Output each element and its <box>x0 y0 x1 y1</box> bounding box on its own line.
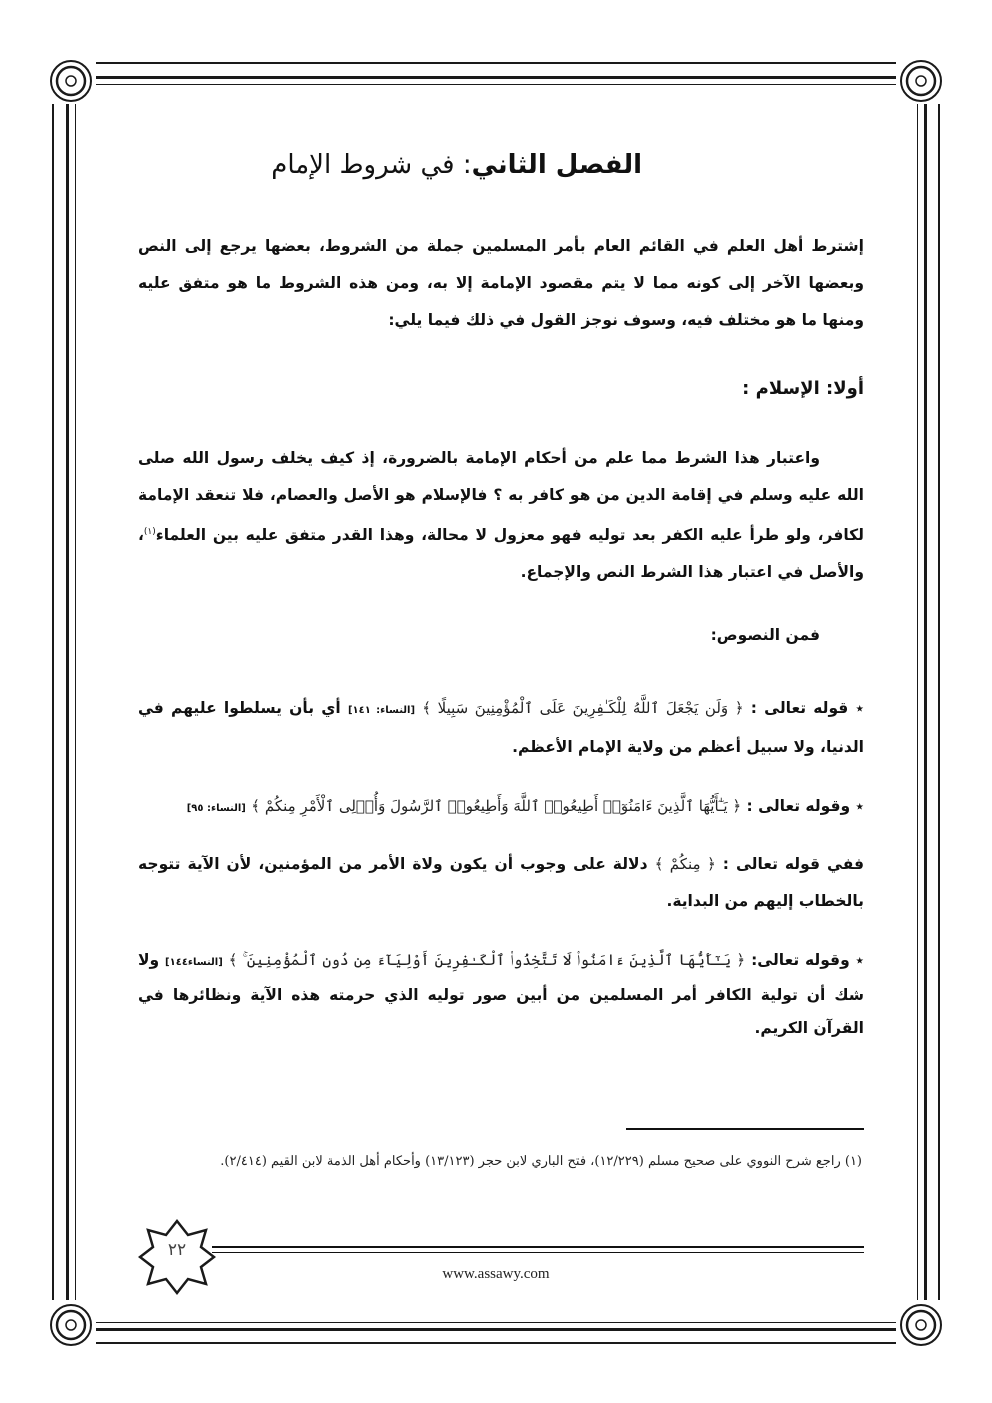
chapter-title-main: الفصل الثاني <box>471 150 642 180</box>
chapter-title <box>271 150 642 180</box>
evidence-1 <box>138 690 864 766</box>
website-link[interactable]: www.assawy.com <box>442 1266 550 1282</box>
corner-ornament-icon <box>899 1303 943 1347</box>
condition-paragraph <box>138 440 864 591</box>
evidence-1-tail: أي بأن يسلطوا عليهم في الدنيا، ولا سبيل أعظم من ولاية الإمام الأعظم. <box>138 699 864 756</box>
explanation-verse: ﴿ مِنكُمْ ﴾ <box>654 855 716 873</box>
frame-right-inner <box>924 104 927 1300</box>
subheading-texts: فمن النصوص: <box>710 626 820 644</box>
frame-left-inner2 <box>75 104 76 1300</box>
frame-top-inner2 <box>96 84 896 85</box>
condition-text-end: ، والأصل في اعتبار هذا الشرط النص والإجماع. <box>138 526 864 582</box>
frame-bottom-inner2 <box>96 1322 896 1323</box>
evidence-2-ref: [النساء: ٩٥] <box>186 803 246 814</box>
intro-paragraph: إشترط أهل العلم في القائم العام بأمر المسلمين جملة من الشروط، بعضها يرجع إلى النص وبعضها الآخر إلى كونه مما لا يتم مقصود الإمامة إلا به، ومن هذه الشروط ما هو متفق عليه ومنها ما هو مختلف فيه، وسوف نوجز القول في ذلك فيما يلي: <box>138 237 864 329</box>
evidence-3-lead: ٭ وقوله تعالى: <box>751 951 864 969</box>
explanation-lead: ففي قوله تعالى : <box>722 855 864 873</box>
frame-top-outer <box>96 62 896 64</box>
evidence-1-verse: ﴿ وَلَن يَجْعَلَ ٱللَّهُ لِلْكَـٰفِرِينَ عَلَى ٱلْمُؤْمِنِينَ سَبِيلًا ﴾ <box>422 699 744 717</box>
corner-ornament-icon <box>49 59 93 103</box>
condition-text: واعتبار هذا الشرط مما علم من أحكام الإمامة بالضرورة، إذ كيف يخلف رسول الله صلى الله عليه وسلم في إقامة الدين من هو كافر به ؟ فالإسلام هو الأصل والعصام، فلا تنعقد الإمامة لكافر، ولو طرأ عليه الكفر بعد توليه فهو معزول لا محالة، وهذا القدر متفق عليه بين العلماء <box>138 449 864 545</box>
evidence-1-ref: [النساء: ١٤١] <box>347 705 416 716</box>
explanation-tail: دلالة على وجوب أن يكون ولاة الأمر من المؤمنين، لأن الآية تتوجه بالخطاب إليهم من البداية. <box>138 855 864 910</box>
frame-left-inner <box>66 104 69 1300</box>
corner-ornament-icon <box>49 1303 93 1347</box>
footnote-marker[interactable]: (١) <box>143 527 156 537</box>
footer-rule-top <box>212 1246 864 1248</box>
footer-rule-bottom <box>212 1252 864 1253</box>
page-number: ٢٢ <box>167 1240 187 1260</box>
section-heading-title: : الإسلام : <box>742 378 834 399</box>
evidence-2 <box>138 788 864 827</box>
evidence-3-tail: ولا شك أن تولية الكافر أمر المسلمين من أبين صور توليه الذي حرمته هذه الآية ونظائرها في القرآن الكريم. <box>138 951 864 1037</box>
evidence-2-verse: ﴿ يَـٰٓأَيُّهَا ٱلَّذِينَ ءَامَنُوٓا۟ أَطِيعُوا۟ ٱللَّهَ وَأَطِيعُوا۟ ٱلرَّسُولَ وَأُو۟لِى ٱلْأَمْرِ مِنكُمْ ﴾ <box>251 797 742 815</box>
frame-bottom-inner <box>96 1328 896 1331</box>
frame-left-outer <box>52 104 54 1300</box>
frame-right-inner2 <box>917 104 918 1300</box>
chapter-title-sub: : في شروط الإمام <box>271 150 472 180</box>
evidence-1-lead: ٭ قوله تعالى : <box>750 699 864 717</box>
evidence-3-ref: [النساء١٤٤] <box>165 957 223 968</box>
section-heading-number: أولا <box>833 378 864 399</box>
section-heading <box>742 378 864 399</box>
frame-bottom-outer <box>96 1342 896 1344</box>
footnote-text: (١) راجع شرح النووي على صحيح مسلم (١٢/٢٢٩)، فتح الباري لابن حجر (١٣/١٢٣) وأحكام أهل الذمة لابن القيم (٢/٤١٤). <box>220 1154 862 1169</box>
frame-top-inner <box>96 76 896 79</box>
footnote-separator <box>626 1128 864 1130</box>
evidence-3 <box>138 944 864 1045</box>
evidence-3-verse: ﴿ يَـٰٓأَيُّهَا ٱلَّذِينَ ءَامَنُوا۟ لَا تَتَّخِذُوا۟ ٱلْكَـٰفِرِينَ أَوْلِيَآءَ مِن دُونِ ٱلْمُؤْمِنِينَ ۚ ﴾ <box>228 951 746 969</box>
frame-right-outer <box>938 104 940 1300</box>
corner-ornament-icon <box>899 59 943 103</box>
explanation-paragraph <box>138 846 864 920</box>
evidence-2-lead: ٭ وقوله تعالى : <box>746 797 864 815</box>
